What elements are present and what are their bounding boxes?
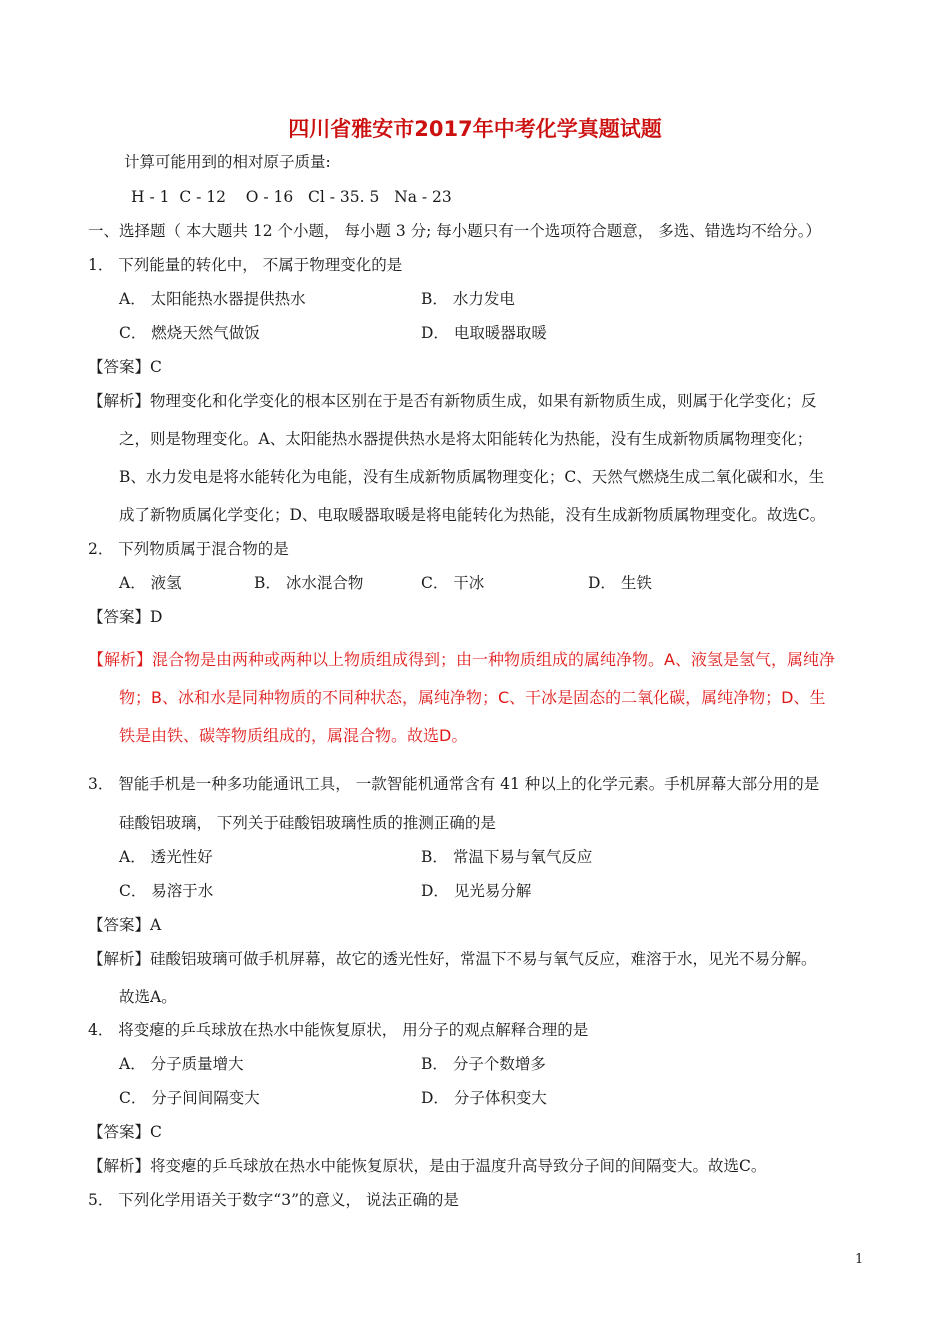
q4-option-a: A． 分子质量增大 <box>119 1055 244 1073</box>
q4-analysis: 【解析】将变瘪的乒乓球放在热水中能恢复原状，是由于温度升高导致分子间的间隔变大。故选C。 <box>88 1157 767 1175</box>
q4-option-c: C． 分子间间隔变大 <box>119 1089 260 1107</box>
q3-stem: 3． 智能手机是一种多功能通讯工具， 一款智能机通常含有 41 种以上的化学元素。手机屏幕大部分用的是 <box>88 775 820 793</box>
q1-analysis-line: 【解析】物理变化和化学变化的根本区别在于是否有新物质生成，如果有新物质生成，则属于化学变化；反 <box>88 392 817 410</box>
section-heading: 一、选择题（ 本大题共 12 个小题， 每小题 3 分; 每小题只有一个选项符合题意， 多选、错选均不给分。） <box>88 222 821 240</box>
q3-analysis-line: 故选A。 <box>119 988 177 1006</box>
document-title: 四川省雅安市2017年中考化学真题试题 <box>288 117 662 141</box>
q4-answer: 【答案】C <box>88 1123 162 1141</box>
page-number: 1 <box>855 1252 864 1267</box>
atomic-mass-values: H - 1 C - 12 O - 16 Cl - 35. 5 Na - 23 <box>131 188 452 206</box>
atomic-mass-label: 计算可能用到的相对原子质量: <box>124 153 331 171</box>
q2-stem: 2． 下列物质属于混合物的是 <box>88 540 289 558</box>
q1-analysis-line: 之，则是物理变化。A、太阳能热水器提供热水是将太阳能转化为热能，没有生成新物质属物理变化； <box>119 430 813 448</box>
q3-option-d: D． 见光易分解 <box>421 882 532 900</box>
q4-stem: 4． 将变瘪的乒乓球放在热水中能恢复原状， 用分子的观点解释合理的是 <box>88 1021 589 1039</box>
q4-option-d: D． 分子体积变大 <box>421 1089 547 1107</box>
q1-option-b: B． 水力发电 <box>421 290 515 308</box>
q2-analysis-line: 物；B、冰和水是同种物质的不同种状态，属纯净物；C、干冰是固态的二氧化碳，属纯净物；D、生 <box>119 688 826 707</box>
q1-option-d: D． 电取暖器取暖 <box>421 324 547 342</box>
q1-analysis-line: 成了新物质属化学变化；D、电取暖器取暖是将电能转化为热能，没有生成新物质属物理变化。故选C。 <box>119 506 826 524</box>
q1-option-c: C． 燃烧天然气做饭 <box>119 324 260 342</box>
q5-stem: 5． 下列化学用语关于数字“3”的意义， 说法正确的是 <box>88 1191 459 1209</box>
q2-option-d: D． 生铁 <box>588 574 652 592</box>
q3-option-a: A． 透光性好 <box>119 848 213 866</box>
q2-option-b: B． 冰水混合物 <box>254 574 364 592</box>
q1-option-a: A． 太阳能热水器提供热水 <box>119 290 306 308</box>
q1-analysis-line: B、水力发电是将水能转化为电能，没有生成新物质属物理变化；C、天然气燃烧生成二氧化碳和水，生 <box>119 468 825 486</box>
q2-analysis-line: 【解析】混合物是由两种或两种以上物质组成得到；由一种物质组成的属纯净物。A、液氢是氢气，属纯净 <box>88 650 835 669</box>
q3-stem: 硅酸铝玻璃， 下列关于硅酸铝玻璃性质的推测正确的是 <box>119 814 496 832</box>
q4-option-b: B． 分子个数增多 <box>421 1055 546 1073</box>
q3-option-b: B． 常温下易与氧气反应 <box>421 848 593 866</box>
q1-stem: 1． 下列能量的转化中， 不属于物理变化的是 <box>88 256 403 274</box>
q2-option-a: A． 液氢 <box>119 574 182 592</box>
q1-answer: 【答案】C <box>88 358 162 376</box>
q3-answer: 【答案】A <box>88 916 162 934</box>
q2-answer: 【答案】D <box>88 608 163 626</box>
q3-analysis-line: 【解析】硅酸铝玻璃可做手机屏幕，故它的透光性好，常温下不易与氧气反应，难溶于水，见光不易分解。 <box>88 950 817 968</box>
q3-option-c: C． 易溶于水 <box>119 882 214 900</box>
q2-option-c: C． 干冰 <box>421 574 485 592</box>
q2-analysis-line: 铁是由铁、碳等物质组成的，属混合物。故选D。 <box>119 726 468 745</box>
